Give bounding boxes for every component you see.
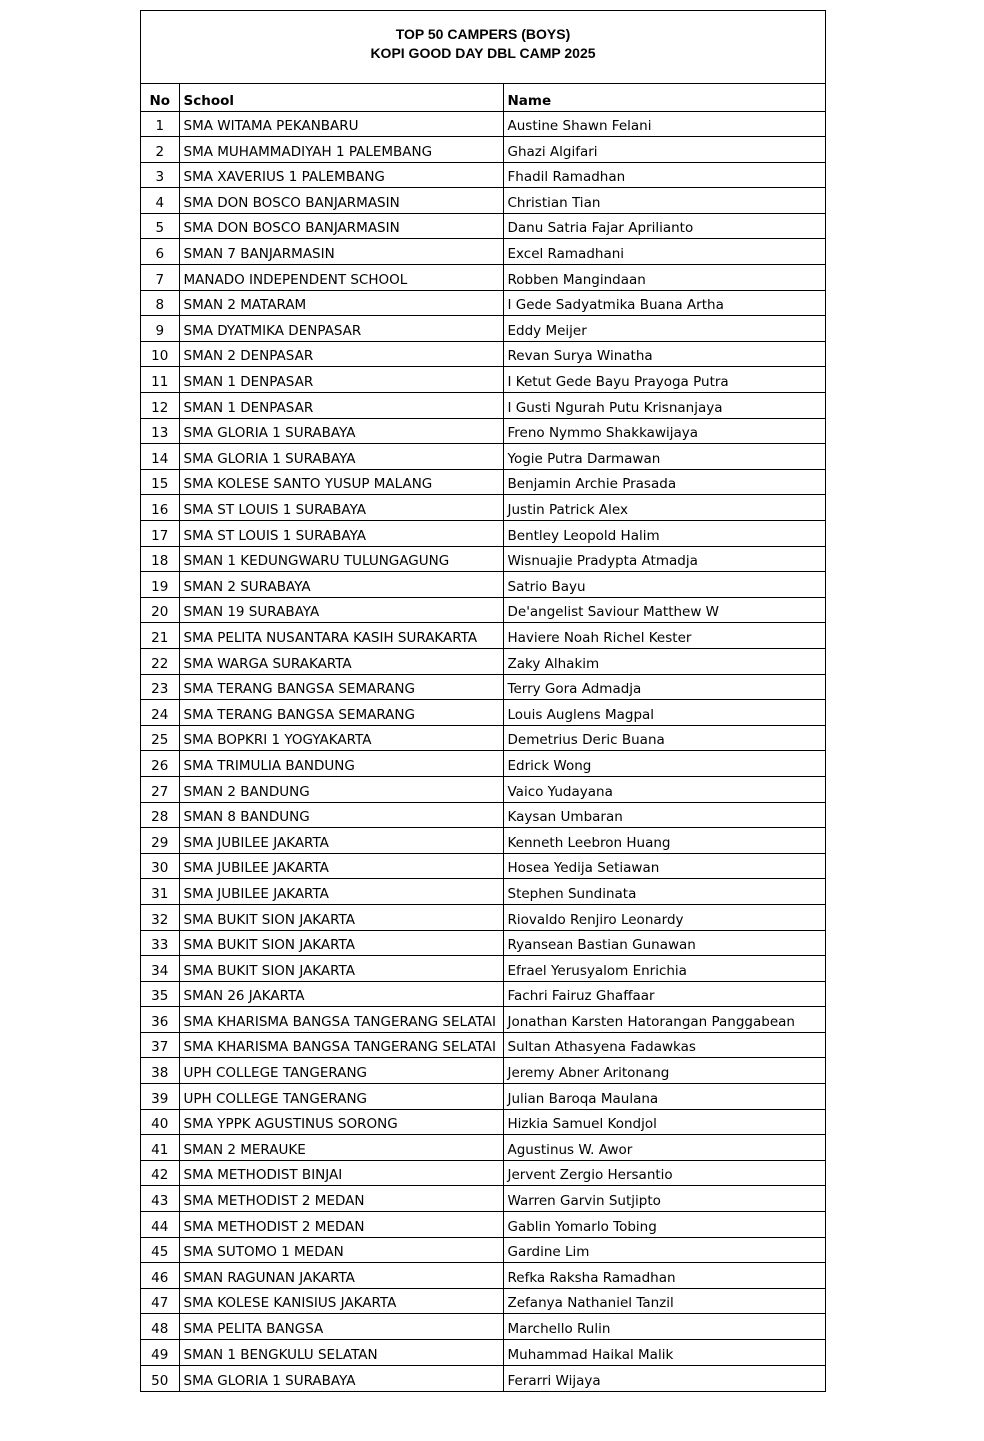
table-row [141,930,825,956]
cell-no: 12 [141,393,179,419]
cell-no: 30 [141,853,179,879]
cell-name: Freno Nymmo Shakkawijaya [503,418,825,444]
table-row [141,828,825,854]
table-row [141,751,825,777]
cell-school: SMA XAVERIUS 1 PALEMBANG [179,162,503,188]
cell-no: 5 [141,213,179,239]
cell-school: SMA METHODIST BINJAI [179,1160,503,1186]
cell-name: Jervent Zergio Hersantio [503,1160,825,1186]
cell-no: 41 [141,1135,179,1161]
cell-school: SMA ST LOUIS 1 SURABAYA [179,495,503,521]
cell-name: Haviere Noah Richel Kester [503,623,825,649]
table-row [141,674,825,700]
table-row [141,265,825,291]
table-row [141,521,825,547]
cell-school: SMA KHARISMA BANGSA TANGERANG SELATAI [179,1007,503,1033]
cell-school: SMA METHODIST 2 MEDAN [179,1186,503,1212]
cell-no: 34 [141,956,179,982]
cell-school: SMA BOPKRI 1 YOGYAKARTA [179,725,503,751]
cell-no: 24 [141,700,179,726]
cell-school: UPH COLLEGE TANGERANG [179,1058,503,1084]
cell-name: Benjamin Archie Prasada [503,469,825,495]
cell-no: 22 [141,648,179,674]
cell-no: 28 [141,802,179,828]
cell-no: 4 [141,188,179,214]
cell-name: Julian Baroqa Maulana [503,1084,825,1110]
cell-name: Robben Mangindaan [503,265,825,291]
cell-no: 23 [141,674,179,700]
cell-name: Jonathan Karsten Hatorangan Panggabean [503,1007,825,1033]
cell-school: SMA METHODIST 2 MEDAN [179,1212,503,1238]
cell-no: 44 [141,1212,179,1238]
cell-name: Agustinus W. Awor [503,1135,825,1161]
cell-name: Fachri Fairuz Ghaffaar [503,981,825,1007]
cell-name: Fhadil Ramadhan [503,162,825,188]
column-header-no: No [141,84,179,111]
cell-no: 48 [141,1314,179,1340]
cell-name: I Ketut Gede Bayu Prayoga Putra [503,367,825,393]
cell-no: 10 [141,341,179,367]
cell-no: 37 [141,1032,179,1058]
table-row [141,290,825,316]
cell-no: 3 [141,162,179,188]
cell-name: Warren Garvin Sutjipto [503,1186,825,1212]
table-row [141,213,825,239]
table-row [141,956,825,982]
cell-name: Revan Surya Winatha [503,341,825,367]
cell-no: 26 [141,751,179,777]
cell-no: 16 [141,495,179,521]
cell-name: I Gede Sadyatmika Buana Artha [503,290,825,316]
table-row [141,1340,825,1366]
cell-school: MANADO INDEPENDENT SCHOOL [179,265,503,291]
cell-name: Zaky Alhakim [503,648,825,674]
cell-no: 21 [141,623,179,649]
cell-school: SMA YPPK AGUSTINUS SORONG [179,1109,503,1135]
cell-no: 50 [141,1365,179,1391]
cell-no: 32 [141,904,179,930]
table-row [141,469,825,495]
cell-name: Hosea Yedija Setiawan [503,853,825,879]
column-header-school: School [179,84,503,111]
cell-no: 42 [141,1160,179,1186]
cell-name: Refka Raksha Ramadhan [503,1263,825,1289]
cell-school: SMA JUBILEE JAKARTA [179,879,503,905]
table-row [141,239,825,265]
table-row [141,393,825,419]
cell-school: SMAN 1 DENPASAR [179,393,503,419]
cell-name: Kenneth Leebron Huang [503,828,825,854]
table-row [141,188,825,214]
table-row [141,1263,825,1289]
cell-no: 29 [141,828,179,854]
cell-school: SMAN 26 JAKARTA [179,981,503,1007]
table-row [141,1084,825,1110]
cell-school: SMA ST LOUIS 1 SURABAYA [179,521,503,547]
cell-school: SMAN 1 DENPASAR [179,367,503,393]
cell-name: Stephen Sundinata [503,879,825,905]
table-row [141,1135,825,1161]
cell-name: Ferarri Wijaya [503,1365,825,1391]
campers-sheet [140,10,826,1392]
cell-no: 19 [141,572,179,598]
cell-name: Yogie Putra Darmawan [503,444,825,470]
cell-school: SMA PELITA NUSANTARA KASIH SURAKARTA [179,623,503,649]
cell-no: 40 [141,1109,179,1135]
cell-school: SMA WITAMA PEKANBARU [179,111,503,137]
table-row [141,418,825,444]
table-row [141,1058,825,1084]
title-line-2: KOPI GOOD DAY DBL CAMP 2025 [370,45,596,61]
cell-no: 11 [141,367,179,393]
cell-no: 25 [141,725,179,751]
table-row [141,1365,825,1391]
cell-school: SMAN 2 BANDUNG [179,776,503,802]
campers-table [141,84,825,1391]
cell-name: Austine Shawn Felani [503,111,825,137]
table-row [141,444,825,470]
cell-name: Christian Tian [503,188,825,214]
cell-school: SMA DON BOSCO BANJARMASIN [179,213,503,239]
cell-name: Ghazi Algifari [503,137,825,163]
cell-school: SMA BUKIT SION JAKARTA [179,930,503,956]
cell-school: SMA TERANG BANGSA SEMARANG [179,674,503,700]
title-line-1: TOP 50 CAMPERS (BOYS) [395,26,571,42]
cell-name: Ryansean Bastian Gunawan [503,930,825,956]
title-block [141,11,825,84]
cell-school: SMA TRIMULIA BANDUNG [179,751,503,777]
cell-no: 7 [141,265,179,291]
cell-school: SMA DON BOSCO BANJARMASIN [179,188,503,214]
cell-name: Justin Patrick Alex [503,495,825,521]
table-row [141,802,825,828]
cell-school: SMA BUKIT SION JAKARTA [179,956,503,982]
table-row [141,1212,825,1238]
cell-school: SMA SUTOMO 1 MEDAN [179,1237,503,1263]
cell-school: SMAN 7 BANJARMASIN [179,239,503,265]
table-row [141,367,825,393]
table-row [141,648,825,674]
table-row [141,776,825,802]
cell-name: Gablin Yomarlo Tobing [503,1212,825,1238]
cell-school: UPH COLLEGE TANGERANG [179,1084,503,1110]
table-row [141,853,825,879]
table-row [141,1237,825,1263]
cell-school: SMA TERANG BANGSA SEMARANG [179,700,503,726]
cell-name: Marchello Rulin [503,1314,825,1340]
table-row [141,341,825,367]
cell-no: 47 [141,1288,179,1314]
cell-no: 8 [141,290,179,316]
cell-no: 14 [141,444,179,470]
table-row [141,700,825,726]
cell-name: Riovaldo Renjiro Leonardy [503,904,825,930]
table-row [141,1186,825,1212]
cell-name: Jeremy Abner Aritonang [503,1058,825,1084]
cell-no: 1 [141,111,179,137]
table-row [141,1288,825,1314]
cell-name: Danu Satria Fajar Aprilianto [503,213,825,239]
cell-no: 43 [141,1186,179,1212]
cell-no: 49 [141,1340,179,1366]
cell-name: Muhammad Haikal Malik [503,1340,825,1366]
table-row [141,879,825,905]
cell-school: SMAN 2 SURABAYA [179,572,503,598]
column-header-name: Name [503,84,825,111]
cell-school: SMA GLORIA 1 SURABAYA [179,1365,503,1391]
cell-school: SMA JUBILEE JAKARTA [179,828,503,854]
cell-school: SMAN RAGUNAN JAKARTA [179,1263,503,1289]
cell-name: Wisnuajie Pradypta Atmadja [503,546,825,572]
cell-name: Edrick Wong [503,751,825,777]
table-row [141,572,825,598]
cell-name: Eddy Meijer [503,316,825,342]
header-row [141,84,825,111]
cell-school: SMA KOLESE SANTO YUSUP MALANG [179,469,503,495]
cell-name: Bentley Leopold Halim [503,521,825,547]
cell-no: 27 [141,776,179,802]
table-row [141,316,825,342]
cell-school: SMAN 19 SURABAYA [179,597,503,623]
cell-no: 17 [141,521,179,547]
cell-no: 46 [141,1263,179,1289]
table-body [141,111,825,1391]
table-row [141,1109,825,1135]
cell-no: 20 [141,597,179,623]
cell-school: SMA KHARISMA BANGSA TANGERANG SELATAI [179,1032,503,1058]
cell-name: Efrael Yerusyalom Enrichia [503,956,825,982]
cell-no: 6 [141,239,179,265]
cell-no: 13 [141,418,179,444]
cell-name: Gardine Lim [503,1237,825,1263]
cell-no: 15 [141,469,179,495]
cell-name: Sultan Athasyena Fadawkas [503,1032,825,1058]
table-row [141,1032,825,1058]
cell-name: Zefanya Nathaniel Tanzil [503,1288,825,1314]
cell-name: Terry Gora Admadja [503,674,825,700]
cell-school: SMA BUKIT SION JAKARTA [179,904,503,930]
cell-no: 18 [141,546,179,572]
cell-school: SMA MUHAMMADIYAH 1 PALEMBANG [179,137,503,163]
cell-no: 2 [141,137,179,163]
table-row [141,162,825,188]
cell-school: SMAN 2 DENPASAR [179,341,503,367]
table-row [141,111,825,137]
cell-no: 31 [141,879,179,905]
table-row [141,546,825,572]
cell-school: SMA JUBILEE JAKARTA [179,853,503,879]
cell-school: SMAN 2 MATARAM [179,290,503,316]
cell-name: Hizkia Samuel Kondjol [503,1109,825,1135]
cell-name: Demetrius Deric Buana [503,725,825,751]
cell-no: 38 [141,1058,179,1084]
cell-name: De'angelist Saviour Matthew W [503,597,825,623]
table-row [141,137,825,163]
cell-school: SMA KOLESE KANISIUS JAKARTA [179,1288,503,1314]
cell-school: SMA PELITA BANGSA [179,1314,503,1340]
table-row [141,597,825,623]
cell-no: 9 [141,316,179,342]
cell-name: Louis Auglens Magpal [503,700,825,726]
cell-school: SMAN 1 KEDUNGWARU TULUNGAGUNG [179,546,503,572]
cell-school: SMAN 1 BENGKULU SELATAN [179,1340,503,1366]
cell-school: SMAN 2 MERAUKE [179,1135,503,1161]
table-row [141,1007,825,1033]
table-row [141,1314,825,1340]
table-row [141,495,825,521]
cell-no: 33 [141,930,179,956]
table-row [141,981,825,1007]
cell-school: SMA WARGA SURAKARTA [179,648,503,674]
cell-name: Excel Ramadhani [503,239,825,265]
table-row [141,904,825,930]
table-row [141,1160,825,1186]
table-row [141,623,825,649]
cell-school: SMA GLORIA 1 SURABAYA [179,418,503,444]
cell-no: 36 [141,1007,179,1033]
cell-name: Kaysan Umbaran [503,802,825,828]
cell-name: Satrio Bayu [503,572,825,598]
cell-school: SMA DYATMIKA DENPASAR [179,316,503,342]
cell-no: 35 [141,981,179,1007]
cell-name: Vaico Yudayana [503,776,825,802]
cell-school: SMA GLORIA 1 SURABAYA [179,444,503,470]
table-row [141,725,825,751]
cell-school: SMAN 8 BANDUNG [179,802,503,828]
cell-no: 45 [141,1237,179,1263]
cell-name: I Gusti Ngurah Putu Krisnanjaya [503,393,825,419]
cell-no: 39 [141,1084,179,1110]
